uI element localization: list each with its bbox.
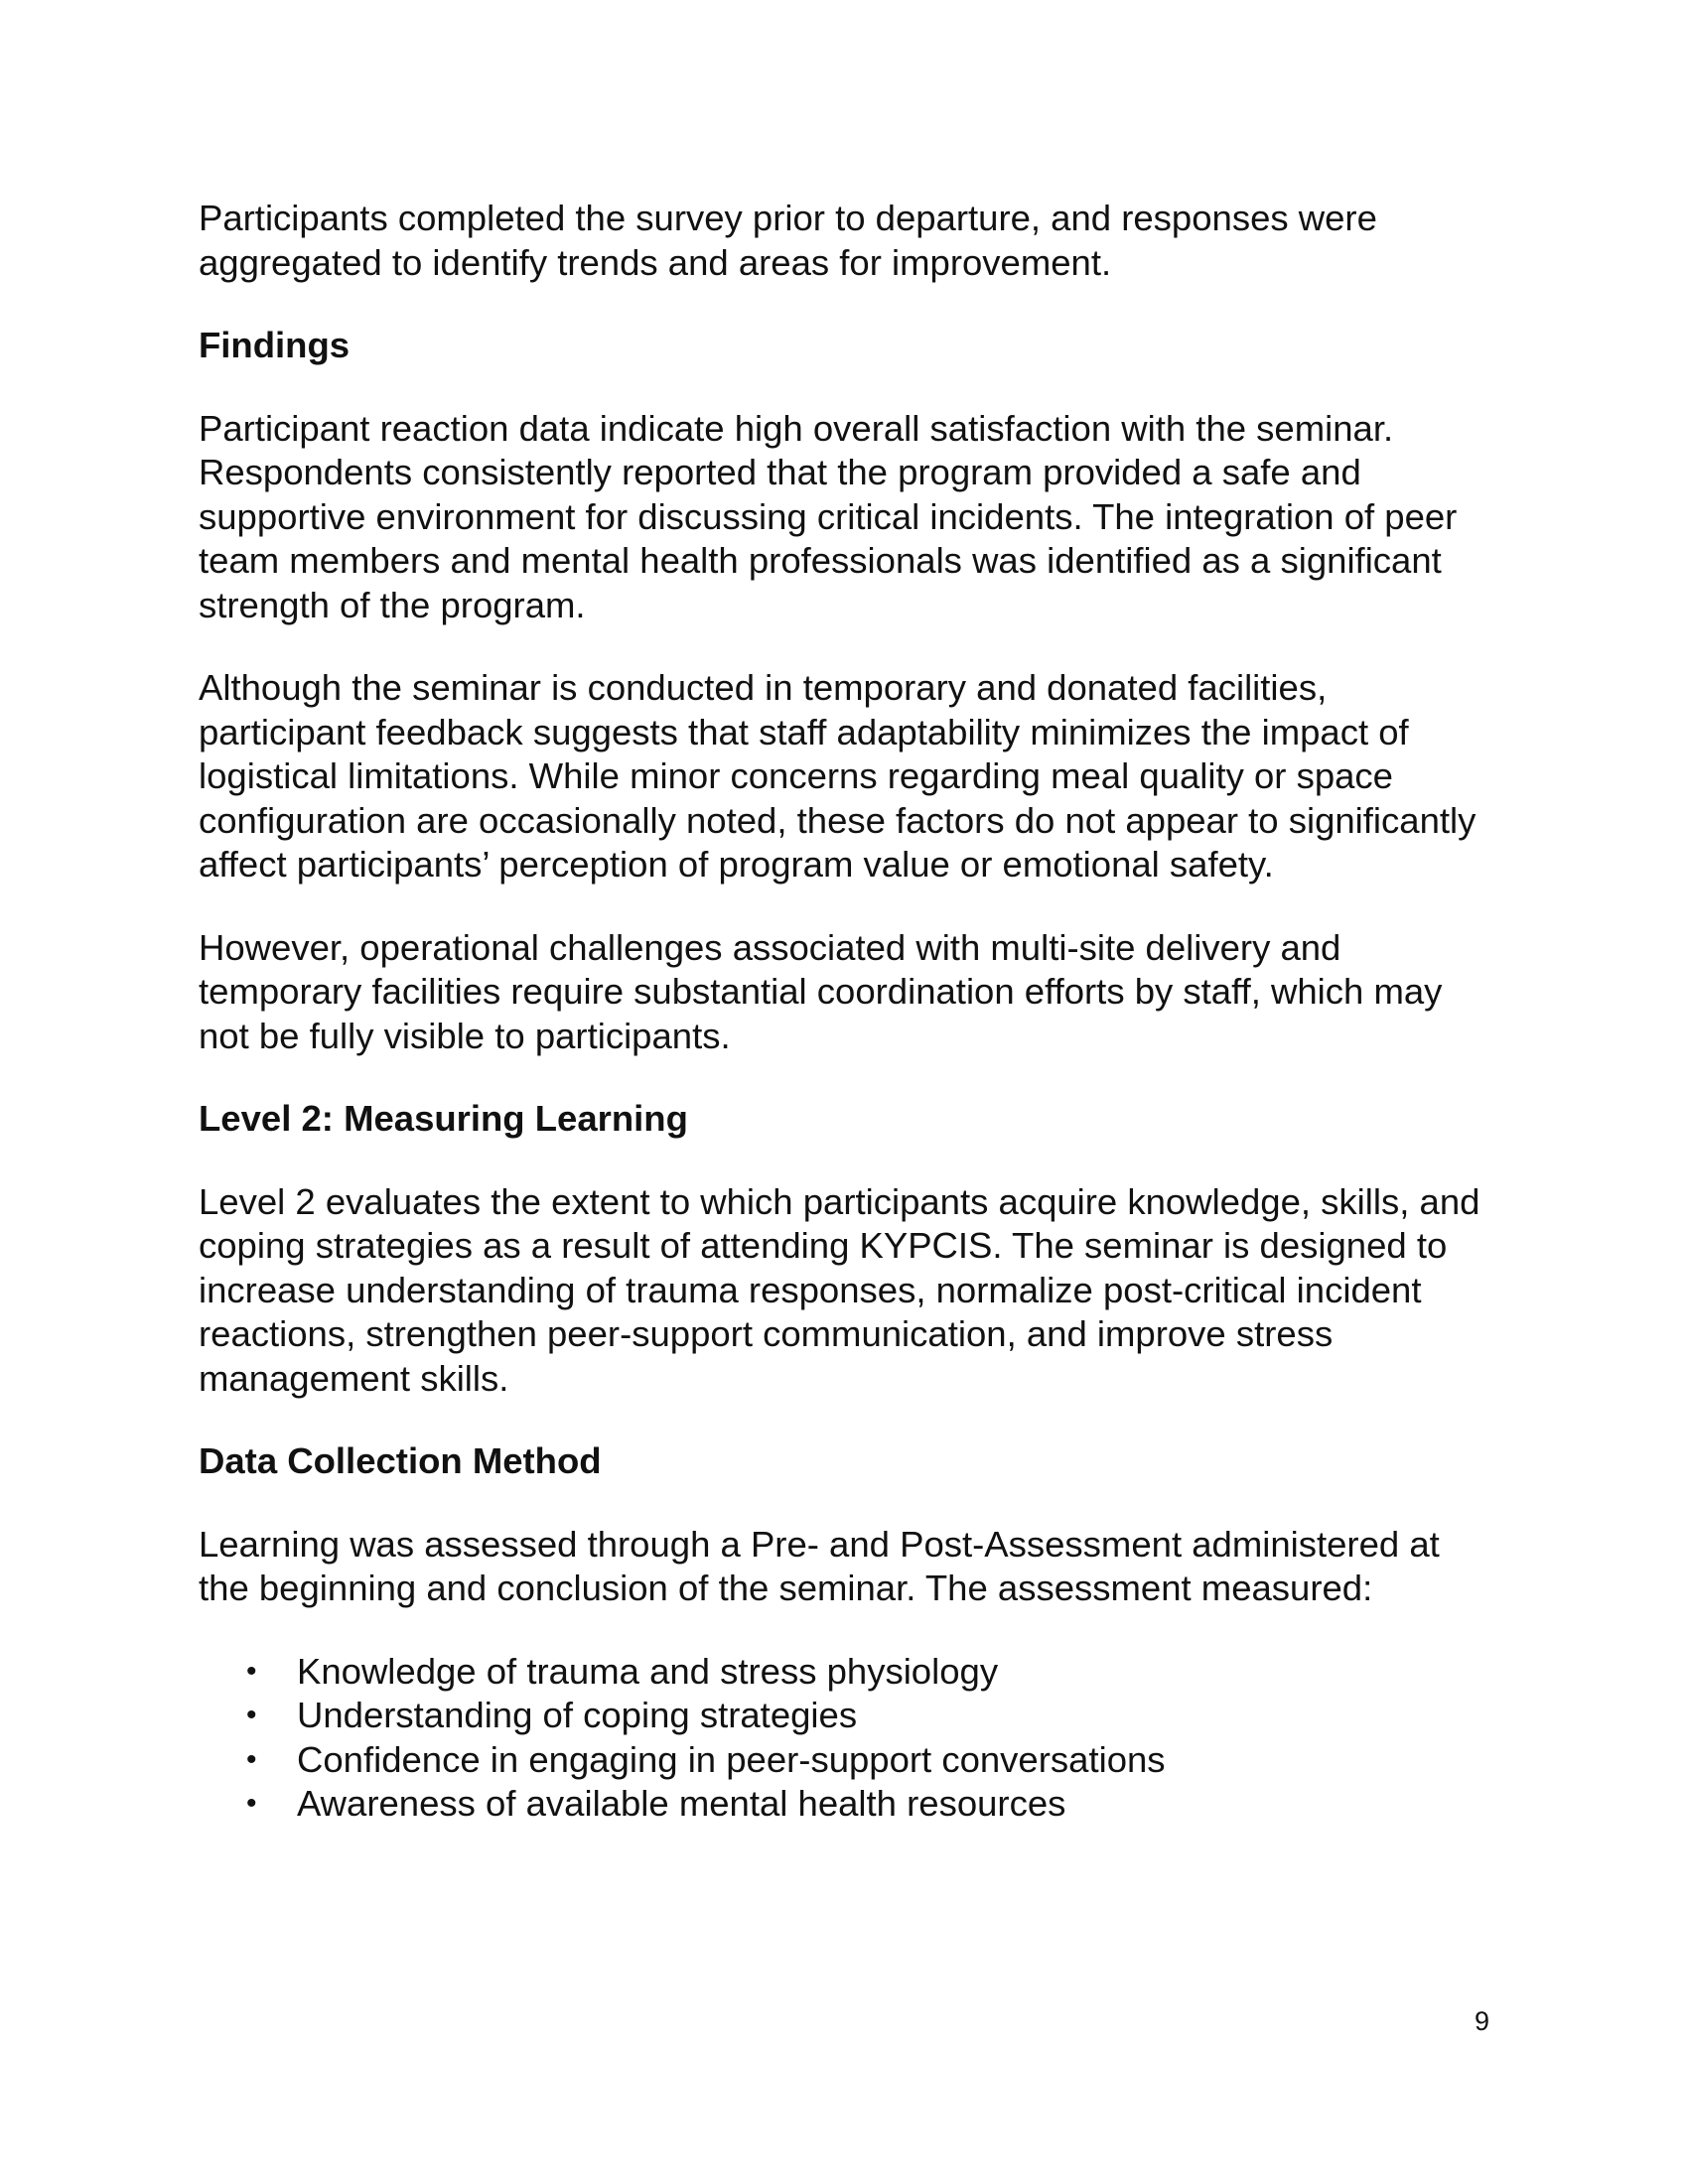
page-number: 9 xyxy=(1474,2006,1489,2036)
list-item xyxy=(199,1694,1489,1738)
bullet-icon: • xyxy=(246,1699,257,1731)
assessment-measures-list xyxy=(199,1650,1489,1827)
bullet-icon: • xyxy=(246,1787,257,1820)
list-item-text: Knowledge of trauma and stress physiology xyxy=(297,1650,999,1692)
list-item-text: Understanding of coping strategies xyxy=(297,1695,858,1735)
heading-data-collection-method: Data Collection Method xyxy=(199,1440,602,1481)
list-item xyxy=(199,1782,1489,1827)
list-item xyxy=(199,1650,1489,1695)
list-item-text: Confidence in engaging in peer-support conversations xyxy=(297,1738,1166,1780)
paragraph-findings-operational: However, operational challenges associated with multi-site delivery and temporary facilities require substantial coordination efforts by staff, which may not be fully visible to participants. xyxy=(199,926,1443,1056)
bullet-icon: • xyxy=(246,1742,257,1776)
page-content xyxy=(199,197,1489,1827)
list-item xyxy=(199,1738,1489,1783)
list-item-text: Awareness of available mental health resources xyxy=(297,1783,1066,1824)
paragraph-level2-description: Level 2 evaluates the extent to which participants acquire knowledge, skills, and coping strategies as a result of attending KYPCIS. The seminar is designed to increase understanding of trauma responses, normalize post-critical incident reactions, strengthen peer-support communication, and improve stress management skills. xyxy=(199,1180,1480,1399)
heading-level2-measuring-learning: Level 2: Measuring Learning xyxy=(199,1098,688,1139)
paragraph-survey-intro: Participants completed the survey prior to departure, and responses were aggregated to identify trends and areas for improvement. xyxy=(199,198,1377,283)
bullet-icon: • xyxy=(246,1654,257,1688)
paragraph-findings-satisfaction: Participant reaction data indicate high overall satisfaction with the seminar. Respondents consistently reported that the program provided a safe and supportive environment for discussing critical incidents. The integration of peer team members and mental health professionals was identified as a significant strength of the program. xyxy=(199,407,1458,625)
paragraph-data-collection: Learning was assessed through a Pre- and Post-Assessment administered at the beginning and conclusion of the seminar. The assessment measured: xyxy=(199,1523,1440,1608)
paragraph-findings-facilities: Although the seminar is conducted in temporary and donated facilities, participant feedback suggests that staff adaptability minimizes the impact of logistical limitations. While minor concerns regarding meal quality or space configuration are occasionally noted, these factors do not appear to significantly affect participants’ perception of program value or emotional safety. xyxy=(199,667,1477,885)
heading-findings: Findings xyxy=(199,325,351,365)
